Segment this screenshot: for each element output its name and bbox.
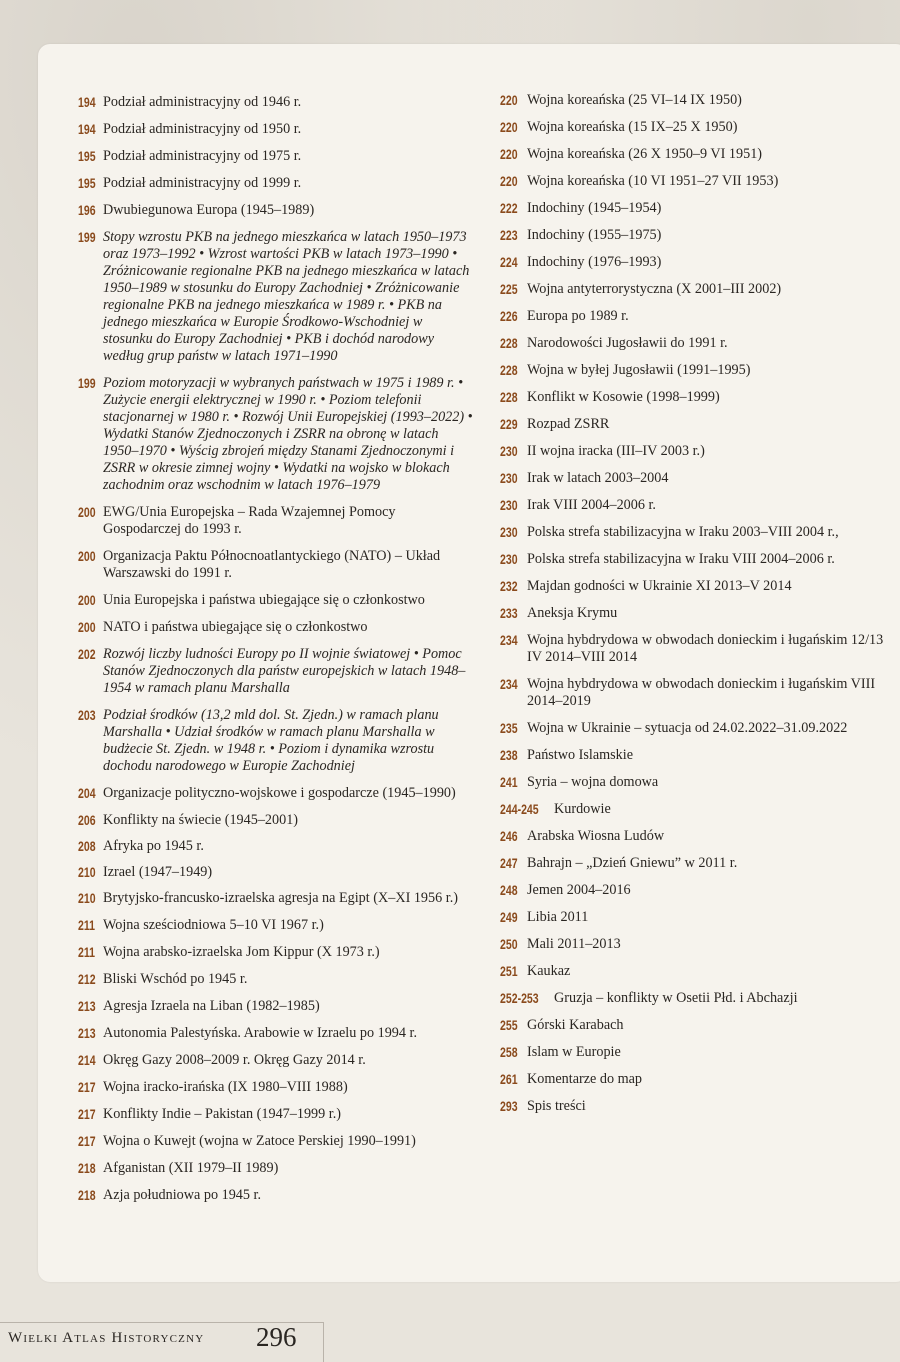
toc-entry-title: Wojna w byłej Jugosławii (1991–1995) [527,362,751,378]
toc-entry [500,443,895,460]
toc-entry [500,227,895,244]
toc-entry-title: Konflikty na świecie (1945–2001) [103,812,299,828]
toc-page-number: 229 [500,417,518,432]
toc-page-number: 230 [500,552,518,567]
toc-entry [500,146,895,163]
toc-page-number: 203 [78,708,96,723]
toc-entry-title: II wojna iracka (III–IV 2003 r.) [527,443,705,459]
toc-page-number: 218 [78,1188,96,1203]
toc-entry-title: Kurdowie [554,801,611,817]
toc-page-number: 234 [500,633,518,648]
toc-entry-title: Europa po 1989 r. [527,308,629,324]
toc-entry [78,229,473,365]
book-title: Wielki Atlas Historyczny [8,1330,205,1346]
toc-page-number: 230 [500,444,518,459]
toc-entry [500,801,895,818]
toc-page-number: 217 [78,1107,96,1122]
toc-entry [500,1071,895,1088]
toc-page-number: 218 [78,1161,96,1176]
toc-page-number: 233 [500,606,518,621]
toc-entry [78,1160,473,1177]
toc-page-number: 212 [78,972,96,987]
toc-entry [78,785,473,802]
toc-entry [500,676,895,710]
toc-entry-title: Autonomia Palestyńska. Arabowie w Izraelu po 1994 r. [103,1025,418,1041]
toc-entry-title: Polska strefa stabilizacyjna w Iraku VIII 2004–2006 r. [527,551,835,567]
toc-entry-title: Poziom motoryzacji w wybranych państwach w 1975 i 1989 r. • Zużycie energii elektrycznej w 1990 r. • Poziom telefonii stacjonarnej w 1980 r. • Rozwój Unii Europejskiej (1993–2022) • Wydatki Stanów Zjednoczonych i ZSRR na obronę w latach 1950–1970 • Wyścig zbrojeń między Stanami Zjednoczonymi i ZSRR w okresie zimnej wojny • Wydatki na wojsko w blokach zachodnim oraz wschodnim w latach 1976–1979 [103,375,473,493]
toc-page-number: 225 [500,282,518,297]
toc-entry [78,1052,473,1069]
toc-page-number: 244-245 [500,802,539,817]
toc-entry-title: Agresja Izraela na Liban (1982–1985) [103,998,320,1014]
toc-entry [500,632,895,666]
toc-entry [500,200,895,217]
toc-entry [500,254,895,271]
toc-entry-title: Afganistan (XII 1979–II 1989) [103,1160,279,1176]
page-number: 296 [256,1322,297,1352]
toc-entry-title: Podział administracyjny od 1999 r. [103,175,302,191]
toc-entry-title: Majdan godności w Ukrainie XI 2013–V 2014 [527,578,792,594]
toc-page-number: 248 [500,883,518,898]
toc-entry-title: Brytyjsko-francusko-izraelska agresja na Egipt (X–XI 1956 r.) [103,890,458,906]
toc-entry-title: Unia Europejska i państwa ubiegające się o członkostwo [103,592,425,608]
toc-page-number: 258 [500,1045,518,1060]
toc-entry [500,963,895,980]
toc-page-number: 200 [78,505,96,520]
toc-page-number: 200 [78,620,96,635]
toc-page-number: 230 [500,498,518,513]
toc-entry-title: Bliski Wschód po 1945 r. [103,971,248,987]
toc-entry-title: Konflikty Indie – Pakistan (1947–1999 r.) [103,1106,342,1122]
toc-page-number: 232 [500,579,518,594]
toc-entry [500,605,895,622]
toc-entry [78,375,473,494]
toc-page-number: 217 [78,1080,96,1095]
toc-entry [78,148,473,165]
toc-page-number: 252-253 [500,991,539,1006]
toc-page-number: 206 [78,813,96,828]
toc-entry [78,619,473,636]
toc-page-number: 220 [500,147,518,162]
toc-entry-title: Polska strefa stabilizacyjna w Iraku 2003–VIII 2004 r., [527,524,839,540]
toc-page-number: 230 [500,471,518,486]
toc-entry [500,92,895,109]
toc-page-number: 228 [500,390,518,405]
toc-entry [78,1025,473,1042]
toc-entry [500,1044,895,1061]
toc-entry-title: Syria – wojna domowa [527,774,659,790]
toc-entry-title: Kaukaz [527,963,571,979]
toc-entry-title: Wojna hybdrydowa w obwodach donieckim i ługańskim 12/13 IV 2014–VIII 2014 [527,632,884,665]
toc-entry [78,971,473,988]
toc-entry-title: Jemen 2004–2016 [527,882,631,898]
toc-page-number: 208 [78,839,96,854]
toc-page-number: 235 [500,721,518,736]
toc-entry [500,882,895,899]
toc-entry-title: Spis treści [527,1098,586,1114]
toc-page-number: 234 [500,677,518,692]
toc-entry [78,864,473,881]
toc-page-number: 195 [78,176,96,191]
toc-entry [78,812,473,829]
toc-entry [500,909,895,926]
toc-entry [500,936,895,953]
toc-page-number: 261 [500,1072,518,1087]
toc-entry [500,774,895,791]
toc-page-number: 238 [500,748,518,763]
toc-page-number: 194 [78,122,96,137]
toc-page-number: 255 [500,1018,518,1033]
toc-entry [78,707,473,775]
toc-entry [78,175,473,192]
toc-entry [78,592,473,609]
toc-page-number: 214 [78,1053,96,1068]
toc-entry-title: Podział administracyjny od 1946 r. [103,94,302,110]
toc-page-number: 204 [78,786,96,801]
toc-entry-title: Azja południowa po 1945 r. [103,1187,262,1203]
toc-page-number: 213 [78,999,96,1014]
toc-entry [78,94,473,111]
toc-entry-title: Podział środków (13,2 mld dol. St. Zjedn.) w ramach planu Marshalla • Udział środków w ramach planu Marshalla w budżecie St. Zjedn. w 1948 r. • Poziom i dynamika wzrostu dochodu narodowego w Europie Zachodniej [103,707,439,774]
toc-page-number: 200 [78,549,96,564]
toc-entry [78,998,473,1015]
toc-entry [78,1133,473,1150]
toc-entry [500,497,895,514]
toc-page-number: 196 [78,203,96,218]
toc-page-number: 249 [500,910,518,925]
toc-page-number: 195 [78,149,96,164]
toc-entry-title: Rozpad ZSRR [527,416,610,432]
toc-entry [78,202,473,219]
toc-entry [78,548,473,582]
toc-entry-title: Gruzja – konflikty w Osetii Płd. i Abchazji [554,990,798,1006]
toc-page-number: 211 [78,918,95,933]
toc-entry-title: Górski Karabach [527,1017,624,1033]
toc-entry-title: Konflikt w Kosowie (1998–1999) [527,389,720,405]
toc-entry-title: Wojna sześciodniowa 5–10 VI 1967 r.) [103,917,324,933]
footer-divider [323,1322,324,1362]
toc-page-number: 241 [500,775,518,790]
toc-entry [78,890,473,907]
toc-page-number: 200 [78,593,96,608]
toc-entry [500,335,895,352]
toc-page-number: 202 [78,647,96,662]
toc-entry [78,917,473,934]
toc-page-number: 246 [500,829,518,844]
toc-entry-title: Wojna koreańska (25 VI–14 IX 1950) [527,92,742,108]
toc-entry [500,416,895,433]
toc-entry-title: Aneksja Krymu [527,605,618,621]
toc-entry [500,389,895,406]
toc-page-number: 220 [500,93,518,108]
toc-page-number: 222 [500,201,518,216]
toc-entry-title: Wojna koreańska (15 IX–25 X 1950) [527,119,738,135]
toc-page-number: 213 [78,1026,96,1041]
toc-page-number: 220 [500,120,518,135]
toc-entry [500,308,895,325]
toc-page-number: 223 [500,228,518,243]
toc-entry-title: Podział administracyjny od 1950 r. [103,121,302,137]
toc-entry-title: Afryka po 1945 r. [103,838,204,854]
toc-entry-title: Indochiny (1976–1993) [527,254,662,270]
toc-entry [78,121,473,138]
toc-page-number: 230 [500,525,518,540]
toc-entry [500,362,895,379]
toc-entry [500,524,895,541]
toc-entry [500,747,895,764]
toc-entry-title: Wojna koreańska (26 X 1950–9 VI 1951) [527,146,763,162]
toc-entry-title: Indochiny (1955–1975) [527,227,662,243]
toc-entry-title: Wojna w Ukrainie – sytuacja od 24.02.2022–31.09.2022 [527,720,848,736]
toc-entry-title: Podział administracyjny od 1975 r. [103,148,302,164]
toc-page-number: 220 [500,174,518,189]
toc-entry-title: EWG/Unia Europejska – Rada Wzajemnej Pomocy Gospodarczej do 1993 r. [103,504,396,537]
toc-entry-title: Izrael (1947–1949) [103,864,213,880]
toc-entry [500,1017,895,1034]
toc-entry [78,646,473,697]
toc-column-right [500,82,895,1115]
toc-entry-title: Wojna arabsko-izraelska Jom Kippur (X 1973 r.) [103,944,380,960]
toc-page-number: 228 [500,336,518,351]
toc-entry [500,470,895,487]
toc-page-number: 224 [500,255,518,270]
toc-entry-title: Wojna iracko-irańska (IX 1980–VIII 1988) [103,1079,348,1095]
toc-entry-title: Organizacja Paktu Północnoatlantyckiego (NATO) – Układ Warszawski do 1991 r. [103,548,441,581]
toc-entry-title: Irak w latach 2003–2004 [527,470,669,486]
toc-entry-title: Indochiny (1945–1954) [527,200,662,216]
toc-page-number: 251 [500,964,518,979]
toc-entry-title: Wojna koreańska (10 VI 1951–27 VII 1953) [527,173,779,189]
toc-entry [500,828,895,845]
toc-entry-title: Państwo Islamskie [527,747,634,763]
toc-page-number: 250 [500,937,518,952]
toc-page-number: 194 [78,95,96,110]
toc-page-number: 247 [500,856,518,871]
toc-entry-title: Okręg Gazy 2008–2009 r. Okręg Gazy 2014 r. [103,1052,366,1068]
toc-page-number: 199 [78,376,96,391]
toc-entry-title: Wojna o Kuwejt (wojna w Zatoce Perskiej 1990–1991) [103,1133,416,1149]
toc-entry-title: Libia 2011 [527,909,589,925]
toc-entry [78,944,473,961]
toc-entry-title: Narodowości Jugosławii do 1991 r. [527,335,728,351]
toc-page-number: 228 [500,363,518,378]
toc-entry [78,1187,473,1204]
toc-page-number: 211 [78,945,95,960]
toc-page-number: 226 [500,309,518,324]
toc-entry [500,990,895,1007]
toc-entry [78,504,473,538]
toc-entry-title: Mali 2011–2013 [527,936,621,952]
toc-entry [78,1079,473,1096]
toc-entry [78,1106,473,1123]
toc-entry [500,1098,895,1115]
toc-page-number: 217 [78,1134,96,1149]
toc-entry-title: Wojna antyterrorystyczna (X 2001–III 2002) [527,281,782,297]
toc-entry-title: Komentarze do map [527,1071,643,1087]
toc-entry [500,119,895,136]
toc-entry-title: Rozwój liczby ludności Europy po II wojnie światowej • Pomoc Stanów Zjednoczonych dla państw europejskich w latach 1948–1954 w ramach planu Marshalla [103,646,466,696]
toc-entry [78,838,473,855]
toc-entry-title: Arabska Wiosna Ludów [527,828,665,844]
toc-entry-title: Organizacje polityczno-wojskowe i gospodarcze (1945–1990) [103,785,456,801]
toc-column-left [78,84,473,1204]
toc-entry [500,551,895,568]
toc-page-number: 210 [78,865,96,880]
toc-entry [500,855,895,872]
toc-page-number: 210 [78,891,96,906]
toc-entry [500,578,895,595]
toc-page-number: 293 [500,1099,518,1114]
toc-entry-title: Islam w Europie [527,1044,621,1060]
toc-entry-title: Stopy wzrostu PKB na jednego mieszkańca w latach 1950–1973 oraz 1973–1992 • Wzrost wartości PKB w latach 1973–1990 • Zróżnicowanie regionalne PKB na jednego mieszkańca w latach 1950–1989 w stosunku do Europy Zachodniej • Zróżnicowanie regionalne PKB na jednego mieszkańca w 1989 r. • PKB na jednego mieszkańca w Europie Środkowo-Wschodniej w stosunku do Europy Zachodniej • PKB i dochód narodowy według grup państw w latach 1971–1990 [103,229,470,364]
toc-entry-title: Bahrajn – „Dzień Gniewu” w 2011 r. [527,855,738,871]
toc-page-number: 199 [78,230,96,245]
toc-entry-title: Dwubiegunowa Europa (1945–1989) [103,202,315,218]
toc-entry-title: NATO i państwa ubiegające się o członkostwo [103,619,368,635]
toc-entry-title: Irak VIII 2004–2006 r. [527,497,656,513]
toc-entry [500,720,895,737]
toc-entry [500,173,895,190]
toc-entry-title: Wojna hybdrydowa w obwodach donieckim i ługańskim VIII 2014–2019 [527,676,876,709]
toc-entry [500,281,895,298]
